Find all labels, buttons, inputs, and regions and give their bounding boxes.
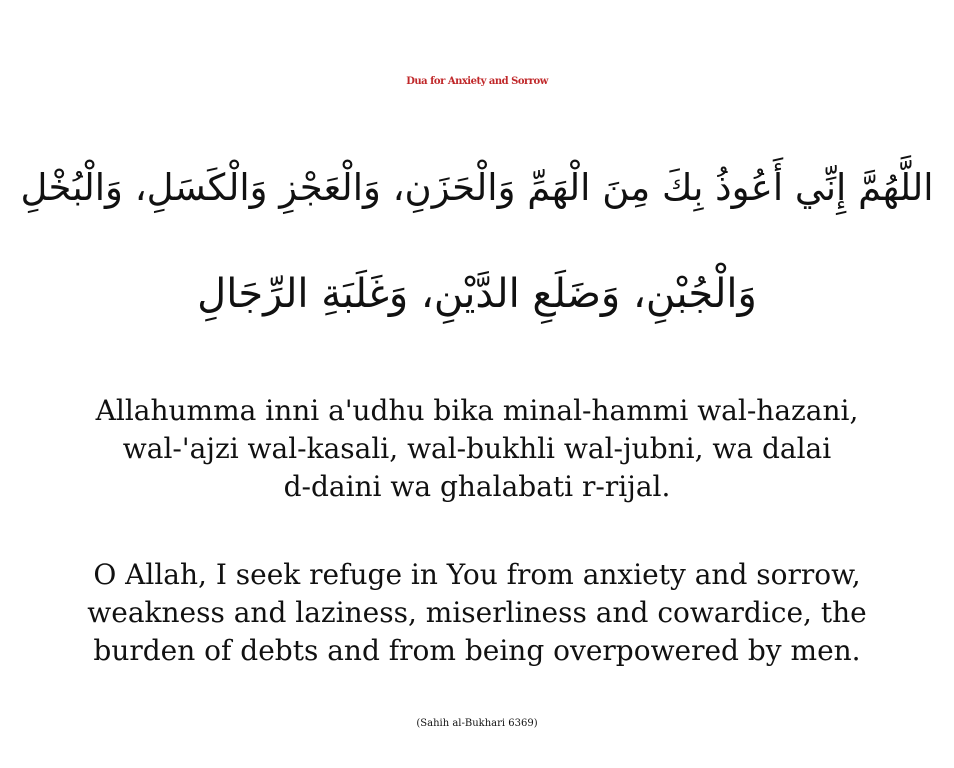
translation <box>20 556 934 670</box>
transliteration-line: wal-'ajzi wal-kasali, wal-bukhli wal-jubni, wa dalai <box>122 432 832 465</box>
transliteration-line: d-daini wa ghalabati r-rijal. <box>283 470 671 503</box>
translation-line: O Allah, I seek refuge in You from anxiety and sorrow, <box>93 558 861 591</box>
page-title: Dua for Anxiety and Sorrow <box>406 76 548 87</box>
transliteration-line: Allahumma inni a'udhu bika minal-hammi wal-hazani, <box>95 394 859 427</box>
arabic-text-line-2: وَالْجُبْنِ، وَضَلَعِ الدَّيْنِ، وَغَلَبَةِ الرِّجَالِ <box>197 271 757 317</box>
arabic-text-line-1: اللَّهُمَّ إِنِّي أَعُوذُ بِكَ مِنَ الْهَمِّ وَالْحَزَنِ، وَالْعَجْزِ وَالْكَسَلِ، وَالْبُخْلِ <box>20 166 934 209</box>
translation-line: weakness and laziness, miserliness and cowardice, the <box>87 596 867 629</box>
hadith-source: (Sahih al-Bukhari 6369) <box>416 718 538 729</box>
transliteration <box>20 392 934 506</box>
translation-line: burden of debts and from being overpowered by men. <box>93 634 861 667</box>
